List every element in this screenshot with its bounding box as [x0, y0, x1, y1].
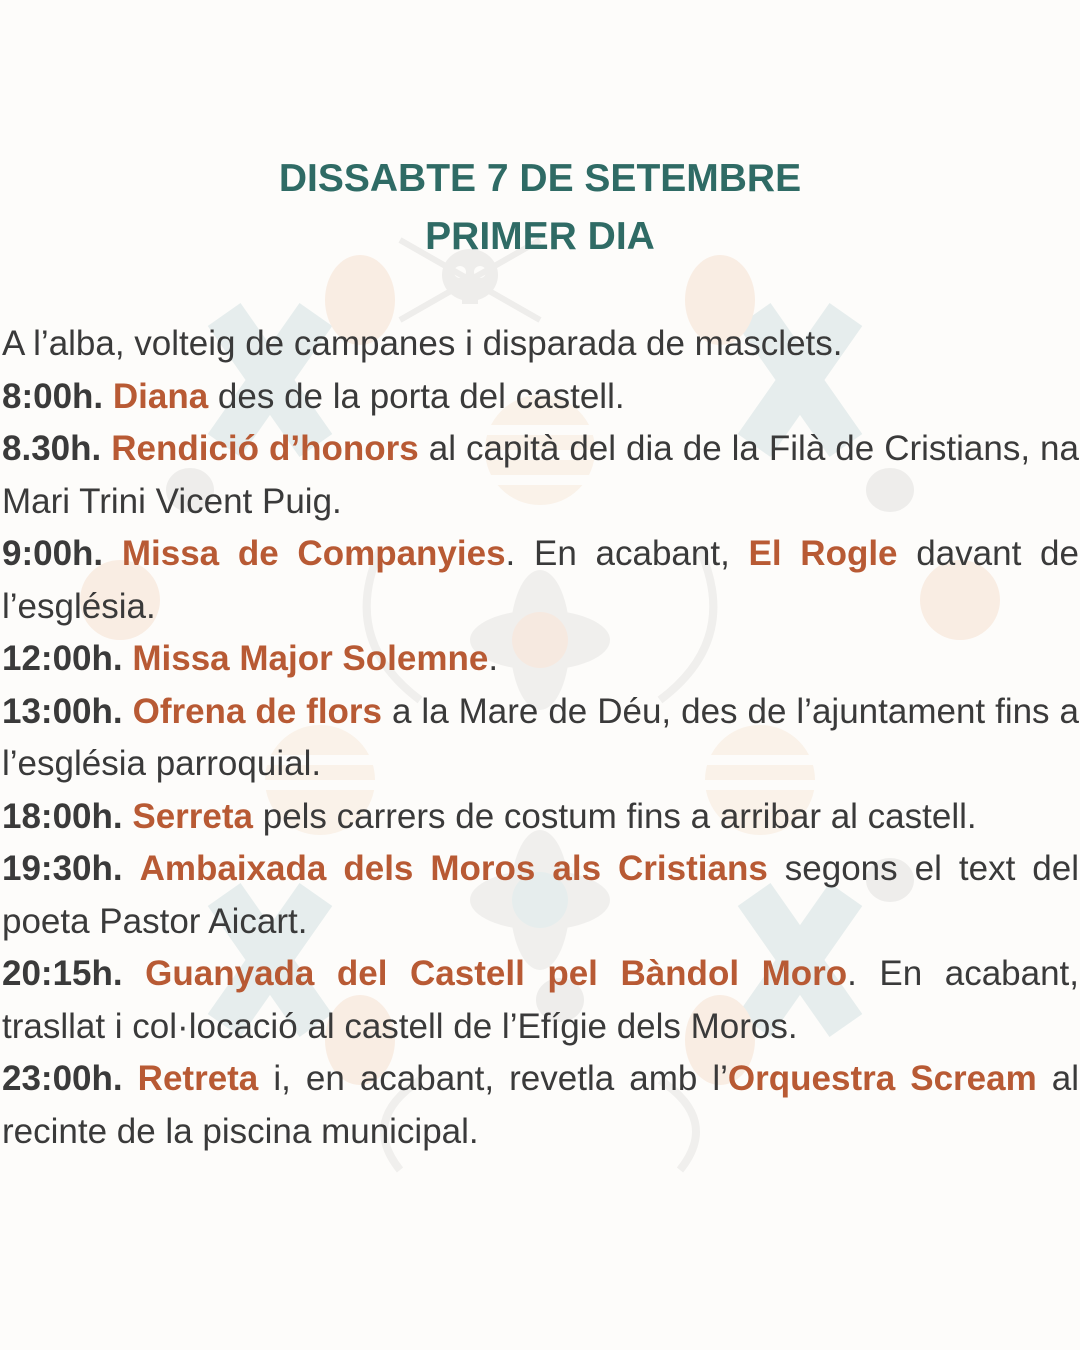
- event-time: 18:00h.: [2, 796, 123, 836]
- event-highlight: Diana: [112, 376, 209, 416]
- event-text: [101, 429, 111, 468]
- event-time: 12:00h.: [2, 639, 123, 678]
- event-time: 13:00h.: [2, 691, 123, 731]
- event-text: [123, 692, 133, 731]
- event-highlight: Ambaixada dels Moros als Cristians: [139, 849, 768, 888]
- event-highlight: Rendició d’honors: [111, 429, 419, 468]
- program-entry: [2, 371, 1079, 424]
- program-entry: [2, 423, 1079, 528]
- event-text: davant de l’església.: [2, 534, 1079, 626]
- program-entry: [2, 528, 1079, 633]
- event-text: [103, 377, 113, 416]
- event-text: [103, 534, 122, 573]
- event-text: .: [488, 639, 499, 678]
- event-text: [123, 954, 146, 993]
- event-text: . En acabant, trasllat i col·locació al castell de l’Efígie dels Moros.: [2, 954, 1079, 1046]
- event-text: al recinte de la piscina municipal.: [2, 1059, 1079, 1151]
- event-program: [2, 318, 1079, 1158]
- event-highlight: Serreta: [132, 796, 253, 836]
- event-time: 19:30h.: [2, 849, 123, 888]
- event-highlight: Missa de Companyies: [121, 534, 506, 573]
- program-entry: [2, 843, 1079, 948]
- event-highlight: El Rogle: [748, 534, 898, 573]
- event-text: A l’alba, volteig de campanes i disparada de masclets.: [2, 324, 843, 363]
- page-title: [0, 150, 1080, 266]
- program-entry: [2, 1053, 1079, 1158]
- event-text: des de la porta del castell.: [208, 376, 625, 416]
- event-text: segons el text del poeta Pastor Aicart.: [2, 849, 1079, 941]
- event-text: pels carrers de costum fins a arribar al castell.: [253, 796, 977, 836]
- event-highlight: Retreta: [137, 1059, 259, 1098]
- event-highlight: Orquestra Scream: [727, 1059, 1037, 1098]
- title-day: PRIMER DIA: [425, 215, 655, 258]
- event-time: 8.30h.: [2, 429, 102, 468]
- event-text: [123, 849, 140, 888]
- program-entry: [2, 633, 1079, 686]
- event-text: [123, 1059, 138, 1098]
- program-entry: [2, 948, 1079, 1053]
- event-time: 23:00h.: [2, 1059, 123, 1098]
- event-highlight: Ofrena de flors: [132, 691, 383, 731]
- event-text: al capità del dia de la Filà de Cristians, na Mari Trini Vicent Puig.: [2, 429, 1079, 521]
- event-text: [123, 639, 133, 678]
- event-time: 8:00h.: [2, 376, 104, 416]
- event-time: 20:15h.: [2, 954, 123, 993]
- program-entry: [2, 686, 1079, 791]
- event-highlight: Guanyada del Castell pel Bàndol Moro: [145, 954, 848, 993]
- event-text: i, en acabant, revetla amb l’: [258, 1059, 728, 1098]
- event-time: 9:00h.: [2, 534, 104, 573]
- event-highlight: Missa Major Solemne: [132, 639, 489, 678]
- event-text: . En acabant,: [505, 534, 749, 573]
- program-entry: [2, 318, 1079, 371]
- program-entry: [2, 791, 1079, 844]
- title-date: DISSABTE 7 DE SETEMBRE: [278, 157, 802, 200]
- event-text: [123, 797, 133, 836]
- event-text: a la Mare de Déu, des de l’ajuntament fins a l’església parroquial.: [2, 691, 1079, 783]
